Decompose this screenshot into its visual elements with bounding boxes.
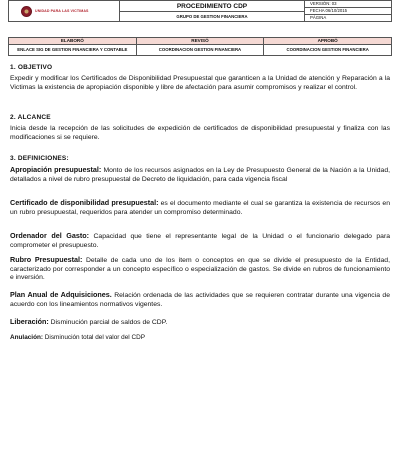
definition-text: Capacidad que tiene el representante legal de la Unidad o el funcionario delegado para comprometer el presupuesto. (10, 233, 390, 249)
section-objetivo (10, 64, 390, 92)
seal-icon (21, 6, 32, 17)
sig-value-reviso: COORDINACION GESTION FINANCIERA (136, 45, 264, 56)
section-title: 3. DEFINICIONES: (10, 155, 69, 162)
sig-header-elaboro: ELABORÓ (9, 38, 137, 45)
definition-apropiacion (10, 166, 390, 184)
definition-term: Certificado de disponibilidad presupuestal: (10, 198, 159, 207)
logo (9, 6, 119, 17)
signature-table (8, 37, 392, 56)
definition-text: Disminución total del valor del CDP (43, 334, 145, 341)
definition-term: Plan Anual de Adquisiciones. (10, 290, 112, 299)
group-name: GRUPO DE GESTION FINANCIERA (176, 13, 248, 19)
date: FECHA 06/10/2015 (305, 8, 391, 15)
definition-liberacion (10, 318, 390, 328)
definition-term: Rubro Presupuestal: (10, 255, 83, 264)
definition-text: Disminución parcial de saldos de CDP. (48, 319, 168, 326)
definition-rubro (10, 256, 390, 283)
section-text: Inicia desde la recepción de las solicitudes de expedición de certificados de disponibilidad presupuestal y finaliza con las modificaciones si se requiere. (10, 125, 390, 141)
definition-text: es el documento mediante el cual se garantiza la existencia de recursos en un rubro presupuestal, requeridos para atender un compromiso determinado. (10, 200, 390, 216)
section-text: Expedir y modificar los Certificados de Disponibilidad Presupuestal que garanticen a la Unidad de atención y Reparación a la Victimas la existencia de apropiación disponible y libre de afectación para asumir compromisos y realizar el control. (10, 75, 390, 91)
sig-value-elaboro: ENLACE SIG DE GESTION FINANCIERA Y CONTABLE (9, 45, 137, 56)
logo-cell (9, 1, 120, 22)
sig-value-aprobo: COORDINACION GESTION FINANCIERA (264, 45, 392, 56)
title-cell (120, 1, 305, 22)
section-title: 1. OBJETIVO (10, 64, 53, 71)
definition-plan-anual (10, 291, 390, 309)
procedure-title: PROCEDIMIENTO CDP (120, 2, 304, 12)
section-definiciones (10, 155, 390, 162)
document-header (8, 0, 392, 22)
definition-term: Liberación: (10, 317, 49, 326)
definition-term: Apropiación presupuestal: (10, 165, 102, 174)
definition-text: Monto de los recursos asignados en la Ley de Presupuesto General de la Nación a la Unidad, detallados a nivel de rubro presupuestal de Decreto de liquidación, para cada vigencia fiscal (10, 167, 390, 183)
definition-text: Relación ordenada de las actividades que se requieren contratar durante una vigencia de acuerdo con los lineamientos normativos vigentes. (10, 292, 390, 308)
logo-text: UNIDAD PARA LAS VICTIMAS (35, 9, 89, 13)
definition-text: Detalle de cada uno de los ítem o conceptos en que se divide el presupuesto de la Entidad, caracterizado por corresponder a un concepto específico o especialización de gastos. Se divide en rubros de funcionamiento e inversión. (10, 257, 390, 282)
definition-certificado (10, 199, 390, 217)
definition-anulacion (10, 334, 390, 343)
sig-header-reviso: REVISÓ (136, 38, 264, 45)
definition-ordenador (10, 232, 390, 250)
definition-term: Ordenador del Gasto: (10, 231, 90, 240)
version: VERSIÓN: 03 (305, 1, 391, 8)
definition-term: Anulación: (10, 334, 44, 341)
section-title: 2. ALCANCE (10, 114, 51, 121)
page-label: PÁGINA (310, 15, 327, 20)
meta-cell (305, 1, 392, 22)
section-alcance (10, 114, 390, 142)
sig-header-aprobo: APROBÓ (264, 38, 392, 45)
